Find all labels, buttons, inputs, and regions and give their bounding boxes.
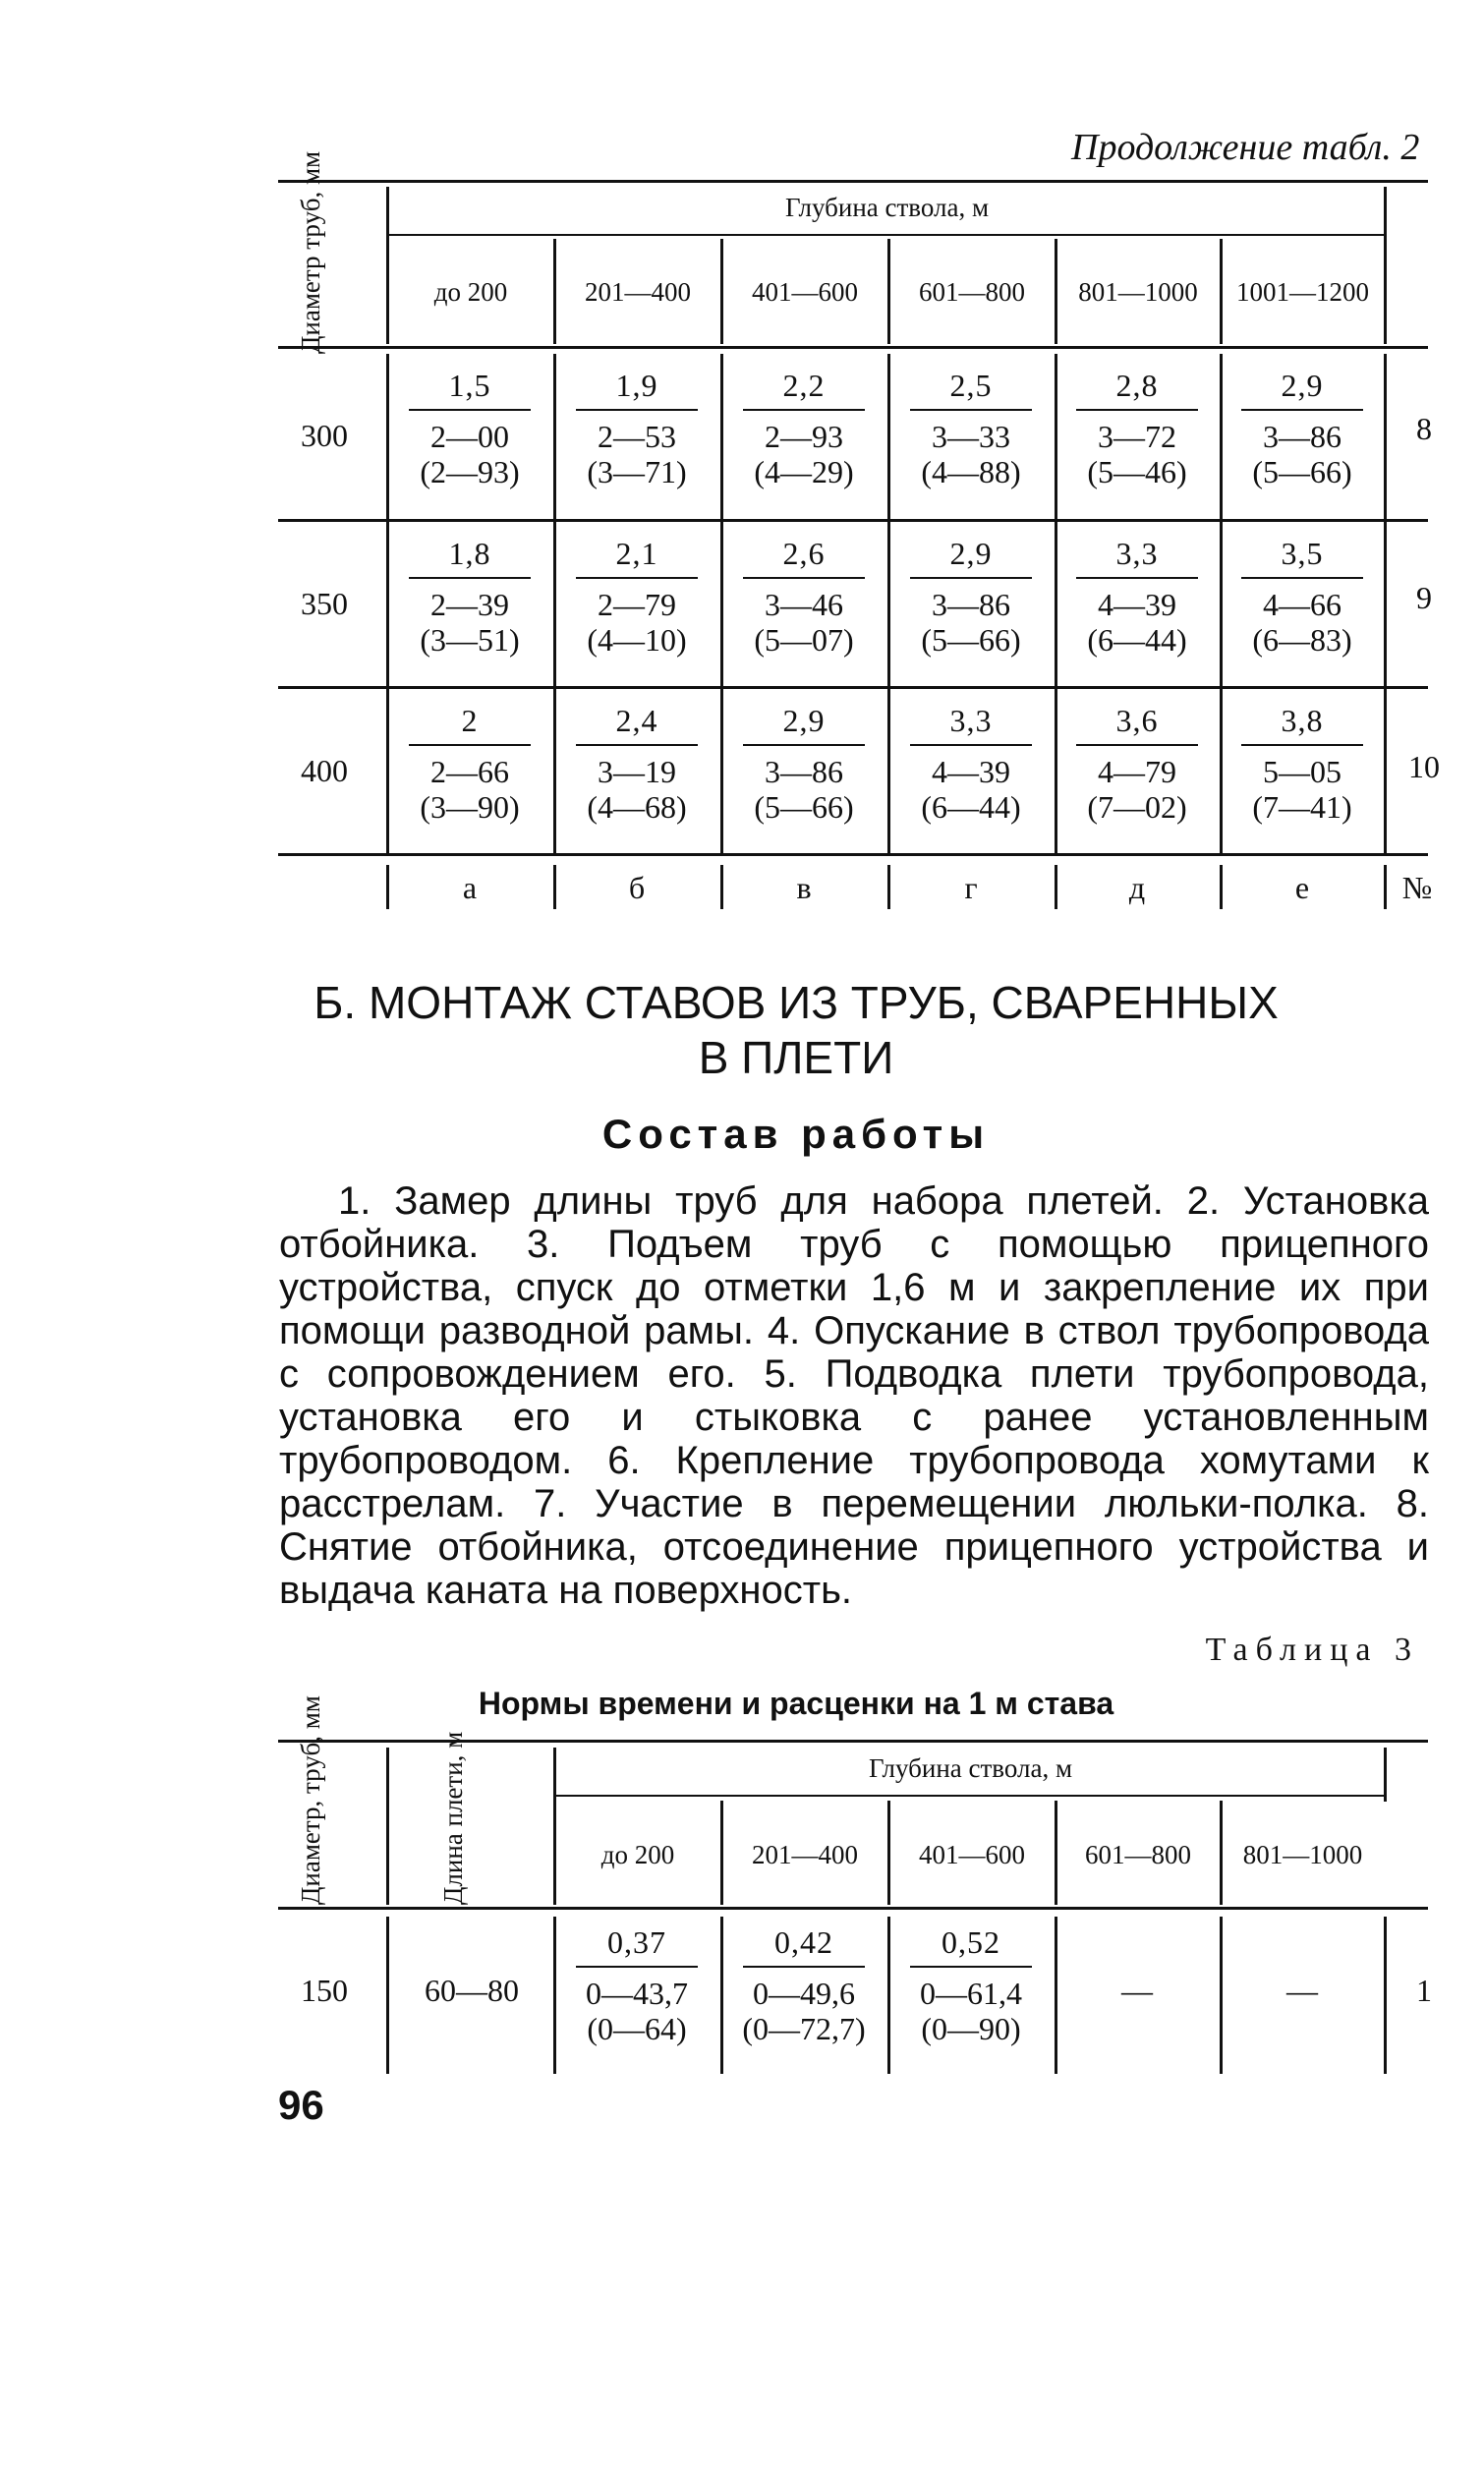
- table-rule: [720, 354, 723, 853]
- table-rule: [1220, 865, 1223, 909]
- table-rule: [278, 686, 1428, 689]
- table-3-label: Таблица 3: [1205, 1632, 1419, 1668]
- table-rule: [887, 354, 890, 853]
- section-title-line-1: Б. МОНТАЖ СТАВОВ ИЗ ТРУБ, СВАРЕННЫХ: [314, 977, 1279, 1028]
- table-cell: 2,9 3—86 (5—66): [897, 536, 1045, 658]
- table-rule: [386, 1748, 389, 1905]
- column-header: 201—400: [752, 1840, 858, 1869]
- table-rule: [555, 1795, 1386, 1797]
- row-header: [296, 150, 359, 354]
- table-cell: 3,5 4—66 (6—83): [1228, 536, 1376, 658]
- table-cell: 1,8 2—39 (3—51): [396, 536, 543, 658]
- column-header: 801—1000: [1242, 1840, 1363, 1869]
- table-cell: 2,9 3—86 (5—66): [1228, 368, 1376, 489]
- column-header: 601—800: [1085, 1840, 1191, 1869]
- sostav-title: Состав работы: [601, 1111, 991, 1157]
- column-letter: е: [1294, 870, 1310, 905]
- row-length: 60—80: [425, 1973, 519, 2008]
- table-rule: [388, 234, 1386, 236]
- row-diameter: 300: [301, 418, 348, 453]
- number-sign: №: [1401, 870, 1433, 905]
- table-rule: [887, 865, 890, 909]
- table-rule: [278, 853, 1428, 856]
- group-header: Глубина ствола, м: [784, 193, 990, 222]
- table-rule: [720, 865, 723, 909]
- table-rule: [553, 354, 556, 853]
- table-cell: 1,9 2—53 (3—71): [563, 368, 711, 489]
- table-rule: [278, 346, 1428, 349]
- table-cell: 3,6 4—79 (7—02): [1063, 703, 1211, 825]
- table-cell: 2,4 3—19 (4—68): [563, 703, 711, 825]
- table-rule: [386, 354, 389, 853]
- table-rule: [386, 1917, 389, 2074]
- column-header: 401—600: [752, 277, 858, 307]
- table-cell: 2,9 3—86 (5—66): [730, 703, 878, 825]
- length-header: [438, 1731, 501, 1905]
- column-header: до 200: [433, 277, 508, 307]
- table-rule: [720, 1917, 723, 2074]
- table-rule: [1220, 354, 1223, 853]
- table-rule: [887, 1917, 890, 2074]
- column-letter: а: [462, 870, 478, 905]
- row-number: 9: [1416, 580, 1432, 615]
- column-header: 601—800: [919, 277, 1025, 307]
- table-cell: 0,37 0—43,7 (0—64): [563, 1924, 711, 2046]
- length-header-text: Длина плети, м: [438, 1731, 468, 1905]
- empty-cell-dash: —: [1286, 1973, 1318, 2008]
- table-cell: 1,5 2—00 (2—93): [396, 368, 543, 489]
- table-rule: [1384, 865, 1387, 909]
- row-number: 8: [1416, 411, 1432, 446]
- table-cell: 2,6 3—46 (5—07): [730, 536, 878, 658]
- page-number: 96: [278, 2082, 324, 2128]
- row-header-text: Диаметр труб, мм: [296, 150, 325, 354]
- work-paragraph: 1. Замер длины труб для набора плетей. 2. Установка отбойника. 3. Подъем труб с помощью прицепного устройства, спуск до отметки 1,6 м и закрепление их при помощи разводной рамы. 4. Опускание в ствол трубопровода с сопровождением его. 5. Подводка плети трубопровода, установка его и стыковка с ранее установленным трубопроводом. 6. Крепление трубопровода хомутами к расстрелам. 7. Участие в перемещении люльки-полка. 8. Снятие отбойника, отсоединение прицепного устройства и выдача каната на поверхность.: [279, 1179, 1429, 1612]
- row-header: [296, 1695, 359, 1905]
- row-diameter: 350: [301, 586, 348, 621]
- table-rule: [386, 865, 389, 909]
- table-cell: 2,2 2—93 (4—29): [730, 368, 878, 489]
- column-header: 401—600: [919, 1840, 1025, 1869]
- table-rule: [278, 1907, 1428, 1910]
- table-rule: [1220, 1917, 1223, 2074]
- table-rule: [1055, 354, 1057, 853]
- table-rule: [1384, 354, 1387, 853]
- table-cell: 0,52 0—61,4 (0—90): [897, 1924, 1045, 2046]
- row-diameter: 400: [301, 753, 348, 788]
- table-rule: [1055, 865, 1057, 909]
- column-header: 801—1000: [1078, 277, 1198, 307]
- table-3-caption: Нормы времени и расценки на 1 м става: [478, 1686, 1114, 1721]
- table-rule: [278, 519, 1428, 522]
- column-letter: в: [796, 870, 812, 905]
- column-header: 201—400: [585, 277, 691, 307]
- row-diameter: 150: [301, 1973, 348, 2008]
- table-rule: [553, 865, 556, 909]
- column-letter: б: [628, 870, 646, 905]
- column-letter: г: [964, 870, 978, 905]
- section-title-line-2: В ПЛЕТИ: [698, 1032, 894, 1083]
- table-rule: [553, 1917, 556, 2074]
- table-cell: 2,1 2—79 (4—10): [563, 536, 711, 658]
- table-cell: 2,5 3—33 (4—88): [897, 368, 1045, 489]
- table-cell: 3,3 4—39 (6—44): [1063, 536, 1211, 658]
- column-letter: д: [1128, 870, 1146, 905]
- group-header: Глубина ствола, м: [868, 1753, 1073, 1783]
- table-cell: 0,42 0—49,6 (0—72,7): [742, 1924, 866, 2046]
- empty-cell-dash: —: [1121, 1973, 1153, 2008]
- table-rule: [1055, 1917, 1057, 2074]
- table-cell: 2 2—66 (3—90): [396, 703, 543, 825]
- table-rule: [1384, 1917, 1387, 2074]
- row-number: 1: [1416, 1973, 1432, 2008]
- table-cell: 3,3 4—39 (6—44): [897, 703, 1045, 825]
- column-header: до 200: [600, 1840, 675, 1869]
- table-cell: 3,8 5—05 (7—41): [1228, 703, 1376, 825]
- table-cell: 2,8 3—72 (5—46): [1063, 368, 1211, 489]
- row-number: 10: [1408, 749, 1440, 784]
- table-rule: [278, 180, 1428, 183]
- row-header-text: Диаметр, труб, мм: [296, 1695, 325, 1905]
- continuation-title: Продолжение табл. 2: [1071, 127, 1420, 168]
- column-header: 1001—1200: [1236, 277, 1369, 307]
